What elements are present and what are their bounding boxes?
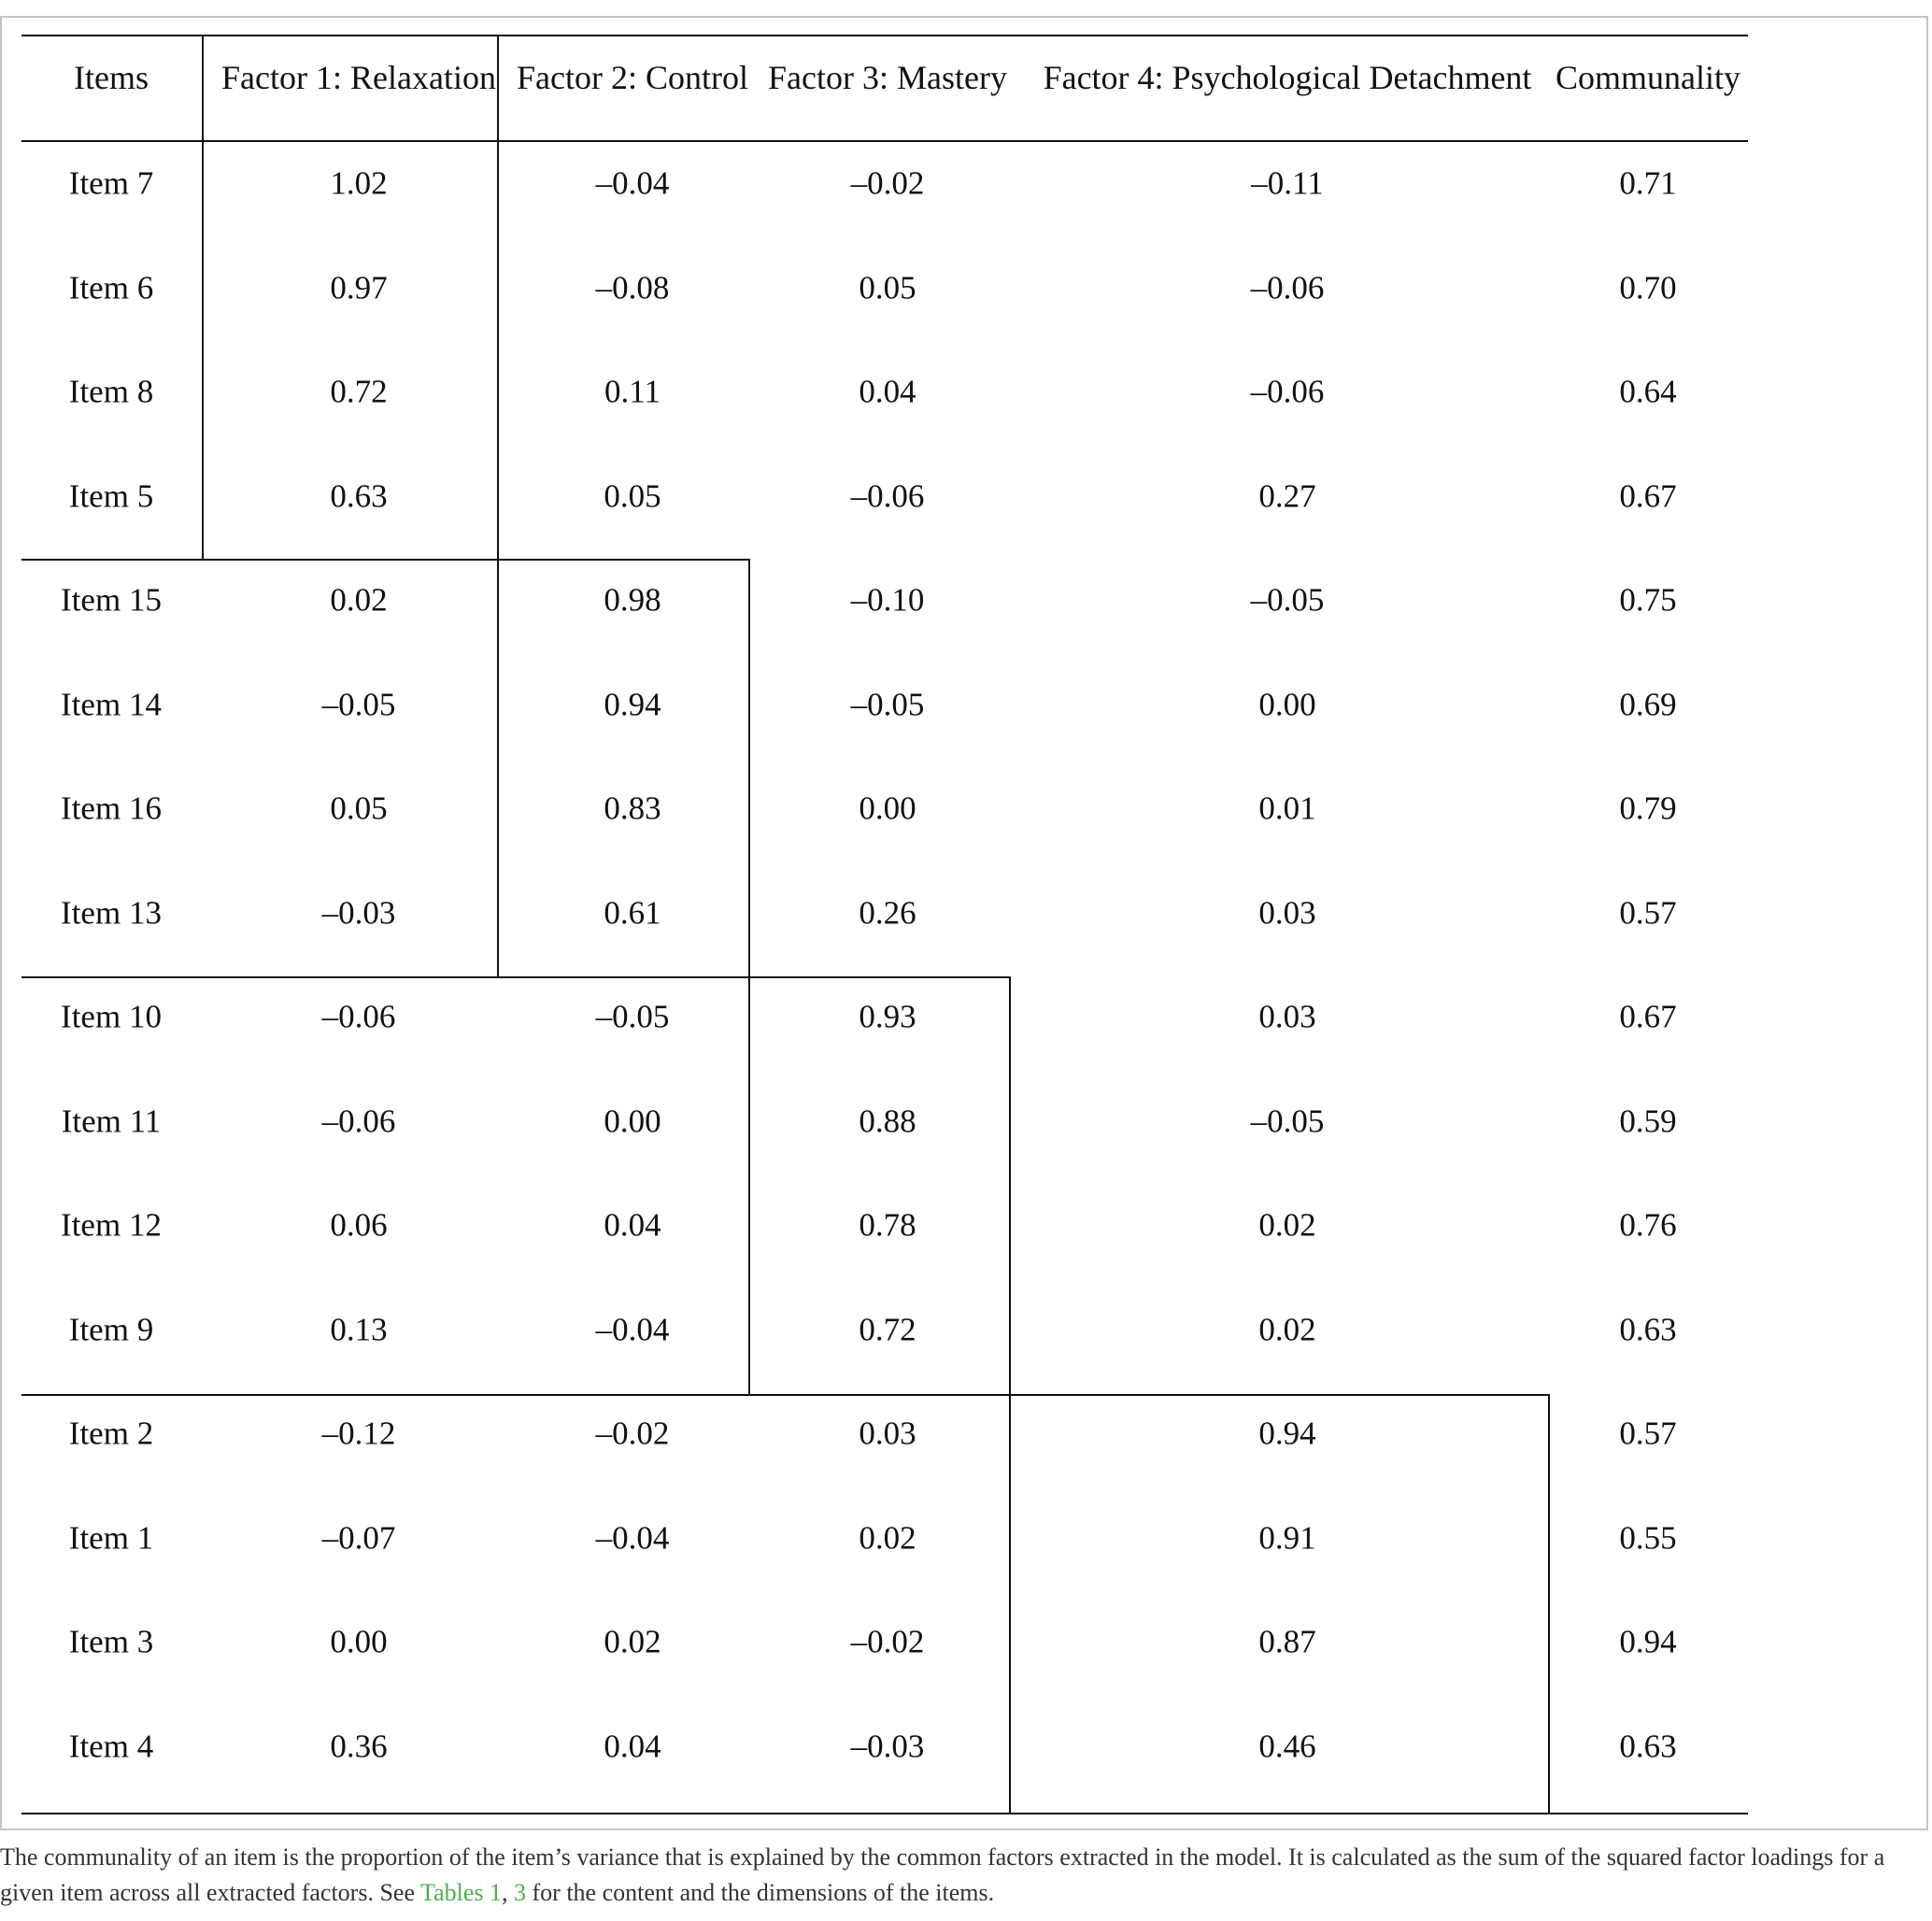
header-factor-1-relaxation: Factor 1: Relaxation [221, 59, 496, 96]
cell-communality: 0.55 [1619, 1519, 1677, 1556]
cell-factor-2-control: 0.11 [604, 373, 661, 410]
cell-communality: 0.57 [1619, 894, 1677, 931]
cell-factor-3-mastery: 0.26 [859, 894, 916, 931]
cell-factor-4-psychological-detachment: –0.06 [1250, 373, 1325, 410]
cell-factor-2-control: –0.04 [595, 164, 670, 202]
cell-factor-3-mastery: 0.88 [859, 1103, 916, 1139]
footnote-text-before: The communality of an item is the proportion of the item’s variance that is explained by the common factors extracted in the model. It is calculated as the sum of the squared factor loadings for a given item across all extracted factors. See [0, 1843, 1885, 1906]
cell-factor-3-mastery: –0.02 [850, 1623, 925, 1660]
item-label: Item 15 [61, 581, 162, 619]
cell-factor-3-mastery: 0.05 [859, 269, 916, 306]
cell-communality: 0.63 [1619, 1311, 1677, 1347]
control-block-left [497, 35, 499, 976]
cell-factor-3-mastery: 0.72 [859, 1311, 916, 1347]
item-label: Item 7 [68, 164, 154, 202]
cell-factor-1-relaxation: 0.36 [330, 1728, 388, 1764]
cell-factor-4-psychological-detachment: 0.02 [1258, 1311, 1316, 1347]
cell-factor-3-mastery: 0.93 [859, 998, 916, 1035]
cell-factor-1-relaxation: 0.05 [330, 790, 388, 827]
cell-factor-4-psychological-detachment: 0.01 [1258, 790, 1316, 827]
cell-factor-4-psychological-detachment: 0.03 [1258, 998, 1316, 1035]
cell-factor-2-control: –0.02 [595, 1415, 670, 1452]
cell-factor-2-control: –0.04 [595, 1519, 670, 1556]
item-label: Item 12 [61, 1206, 162, 1244]
cell-factor-4-psychological-detachment: –0.11 [1251, 164, 1324, 202]
cell-communality: 0.64 [1619, 373, 1677, 410]
item-label: Item 5 [68, 477, 154, 514]
item-label: Item 11 [61, 1103, 162, 1139]
cell-factor-1-relaxation: 0.02 [330, 581, 388, 619]
footnote-link-tables-1[interactable]: Tables 1 [420, 1879, 503, 1906]
cell-factor-1-relaxation: 0.72 [330, 373, 388, 410]
cell-factor-2-control: 0.02 [604, 1623, 661, 1660]
footnote-text-after: for the content and the dimensions of the items. [526, 1879, 995, 1906]
cell-factor-2-control: 0.04 [604, 1728, 661, 1764]
cell-factor-2-control: –0.08 [595, 269, 670, 306]
cell-factor-4-psychological-detachment: 0.00 [1258, 686, 1316, 722]
block-rule-control [21, 559, 750, 561]
item-label: Item 6 [68, 269, 154, 306]
cell-communality: 0.70 [1619, 269, 1677, 306]
item-label: Item 2 [68, 1415, 154, 1452]
cell-factor-4-psychological-detachment: 0.91 [1258, 1519, 1316, 1556]
cell-factor-1-relaxation: –0.06 [321, 998, 396, 1035]
cell-communality: 0.79 [1619, 790, 1677, 827]
cell-factor-4-psychological-detachment: 0.03 [1258, 894, 1316, 931]
item-label: Item 13 [61, 894, 162, 931]
relaxation-block-left [202, 35, 204, 559]
cell-communality: 0.75 [1619, 581, 1677, 619]
cell-communality: 0.63 [1619, 1728, 1677, 1764]
cell-factor-1-relaxation: 0.00 [330, 1623, 388, 1660]
cell-communality: 0.67 [1619, 998, 1677, 1035]
cell-factor-2-control: –0.05 [595, 998, 670, 1035]
item-label: Item 1 [68, 1519, 154, 1556]
item-label: Item 10 [61, 998, 162, 1035]
detachment-block-right [1548, 1394, 1550, 1813]
cell-factor-3-mastery: –0.06 [850, 477, 925, 514]
table-footnote [0, 1840, 1932, 1911]
footnote-separator: , [502, 1879, 515, 1906]
header-factor-2-control: Factor 2: Control [517, 59, 748, 96]
cell-factor-1-relaxation: –0.03 [321, 894, 396, 931]
bottom-rule [21, 1813, 1748, 1814]
cell-factor-4-psychological-detachment: –0.05 [1250, 581, 1325, 619]
cell-factor-2-control: 0.98 [604, 581, 661, 619]
cell-factor-3-mastery: –0.05 [850, 686, 925, 722]
block-rule-mastery [21, 976, 1010, 978]
cell-factor-4-psychological-detachment: 0.02 [1258, 1206, 1316, 1244]
cell-communality: 0.59 [1619, 1103, 1677, 1139]
cell-factor-2-control: 0.04 [604, 1206, 661, 1244]
header-factor-3-mastery: Factor 3: Mastery [768, 59, 1007, 96]
cell-factor-1-relaxation: 0.63 [330, 477, 388, 514]
cell-communality: 0.71 [1619, 164, 1677, 202]
cell-factor-1-relaxation: 0.97 [330, 269, 388, 306]
cell-factor-4-psychological-detachment: 0.27 [1258, 477, 1316, 514]
item-label: Item 8 [68, 373, 154, 410]
cell-factor-3-mastery: 0.00 [859, 790, 916, 827]
item-label: Item 9 [68, 1311, 154, 1347]
cell-factor-2-control: –0.04 [595, 1311, 670, 1347]
footnote-link-table-3[interactable]: 3 [514, 1879, 527, 1906]
cell-factor-4-psychological-detachment: 0.46 [1258, 1728, 1316, 1764]
cell-communality: 0.67 [1619, 477, 1677, 514]
cell-factor-2-control: 0.61 [604, 894, 661, 931]
item-label: Item 3 [68, 1623, 154, 1660]
cell-factor-3-mastery: 0.78 [859, 1206, 916, 1244]
cell-factor-2-control: 0.83 [604, 790, 661, 827]
mastery-block-left [748, 559, 750, 1394]
cell-factor-4-psychological-detachment: –0.05 [1250, 1103, 1325, 1139]
cell-communality: 0.94 [1619, 1623, 1677, 1660]
cell-factor-3-mastery: 0.04 [859, 373, 916, 410]
item-label: Item 16 [61, 790, 162, 827]
header-factor-4-psychological-detachment: Factor 4: Psychological Detachment [1043, 59, 1532, 96]
cell-factor-1-relaxation: 0.13 [330, 1311, 388, 1347]
cell-factor-1-relaxation: –0.06 [321, 1103, 396, 1139]
header-items: Items [74, 59, 149, 96]
cell-factor-2-control: 0.00 [604, 1103, 661, 1139]
cell-communality: 0.57 [1619, 1415, 1677, 1452]
header-rule [21, 140, 1748, 142]
item-label: Item 14 [61, 686, 162, 722]
header-communality: Communality [1556, 59, 1740, 96]
cell-factor-4-psychological-detachment: 0.87 [1258, 1623, 1316, 1660]
cell-factor-3-mastery: 0.03 [859, 1415, 916, 1452]
detachment-block-left [1009, 976, 1011, 1813]
block-rule-detachment [21, 1394, 1550, 1396]
cell-factor-1-relaxation: –0.12 [321, 1415, 396, 1452]
cell-factor-1-relaxation: –0.05 [321, 686, 396, 722]
cell-factor-1-relaxation: 1.02 [330, 164, 388, 202]
cell-factor-1-relaxation: 0.06 [330, 1206, 388, 1244]
cell-factor-2-control: 0.05 [604, 477, 661, 514]
cell-factor-3-mastery: –0.02 [850, 164, 925, 202]
cell-factor-2-control: 0.94 [604, 686, 661, 722]
cell-factor-3-mastery: –0.03 [850, 1728, 925, 1764]
cell-communality: 0.69 [1619, 686, 1677, 722]
cell-factor-1-relaxation: –0.07 [321, 1519, 396, 1556]
cell-communality: 0.76 [1619, 1206, 1677, 1244]
cell-factor-3-mastery: –0.10 [850, 581, 925, 619]
cell-factor-3-mastery: 0.02 [859, 1519, 916, 1556]
top-rule [21, 35, 1748, 36]
item-label: Item 4 [68, 1728, 154, 1764]
cell-factor-4-psychological-detachment: –0.06 [1250, 269, 1325, 306]
cell-factor-4-psychological-detachment: 0.94 [1258, 1415, 1316, 1452]
